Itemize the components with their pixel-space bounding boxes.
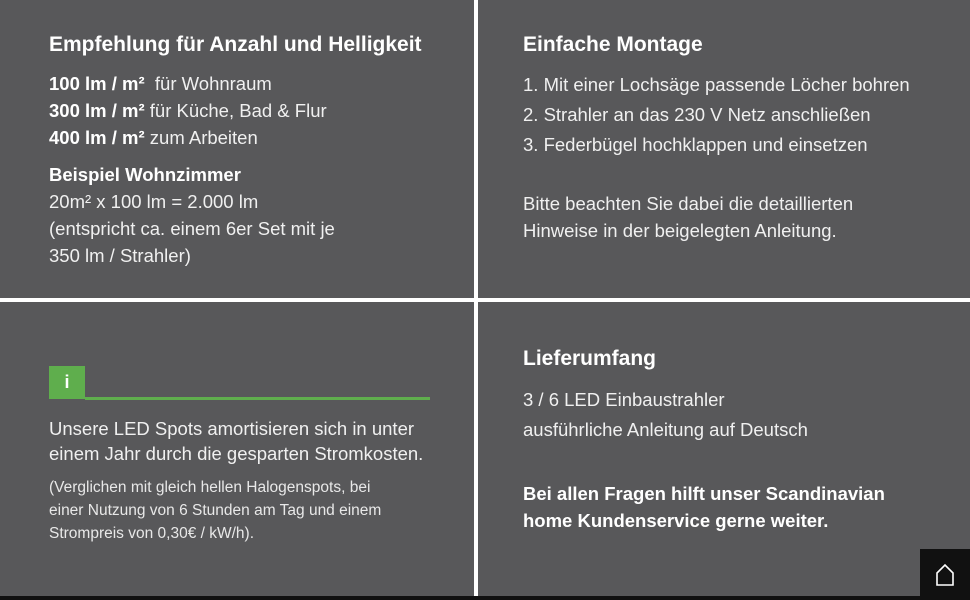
delivery-item-1: 3 / 6 LED Einbaustrahler [523, 389, 725, 410]
mounting-title: Einfache Montage [523, 33, 703, 56]
support-line-2: home Kundenservice gerne weiter. [523, 510, 829, 531]
mounting-step-1: 1. Mit einer Lochsäge passende Löcher bohren [523, 74, 910, 95]
mounting-note-1: Bitte beachten Sie dabei die detaillierten [523, 193, 854, 214]
info-icon: i [49, 366, 85, 399]
example-title: Beispiel Wohnzimmer [49, 164, 241, 185]
brightness-row-3: 400 lm / m² zum Arbeiten [49, 127, 258, 148]
mounting-panel [478, 0, 970, 298]
mounting-note-2: Hinweise in der beigelegten Anleitung. [523, 220, 837, 241]
mounting-step-3: 3. Federbügel hochklappen und einsetzen [523, 134, 868, 155]
home-button[interactable] [920, 549, 970, 600]
example-line-1: 20m² x 100 lm = 2.000 lm [49, 191, 259, 212]
example-line-2: (entspricht ca. einem 6er Set mit je [49, 218, 335, 239]
brightness-row-1: 100 lm / m² für Wohnraum [49, 73, 272, 94]
bottom-bar [0, 596, 970, 600]
mounting-step-2: 2. Strahler an das 230 V Netz anschließen [523, 104, 871, 125]
savings-note-3: Strompreis von 0,30€ / kW/h). [49, 525, 255, 542]
savings-note-2: einer Nutzung von 6 Stunden am Tag und einem [49, 502, 382, 519]
savings-line-1: Unsere LED Spots amortisieren sich in unter [49, 418, 415, 439]
example-line-3: 350 lm / Strahler) [49, 245, 191, 266]
home-icon [934, 563, 956, 587]
support-line-1: Bei allen Fragen hilft unser Scandinavian [523, 483, 885, 504]
delivery-item-2: ausführliche Anleitung auf Deutsch [523, 419, 808, 440]
brightness-row-2: 300 lm / m² für Küche, Bad & Flur [49, 100, 327, 121]
brightness-panel [0, 0, 474, 298]
savings-note-1: (Verglichen mit gleich hellen Halogenspots, bei [49, 479, 371, 496]
delivery-title: Lieferumfang [523, 347, 657, 370]
info-divider [85, 397, 430, 400]
brightness-title: Empfehlung für Anzahl und Helligkeit [49, 33, 422, 56]
savings-line-2: einem Jahr durch die gesparten Stromkosten. [49, 443, 424, 464]
